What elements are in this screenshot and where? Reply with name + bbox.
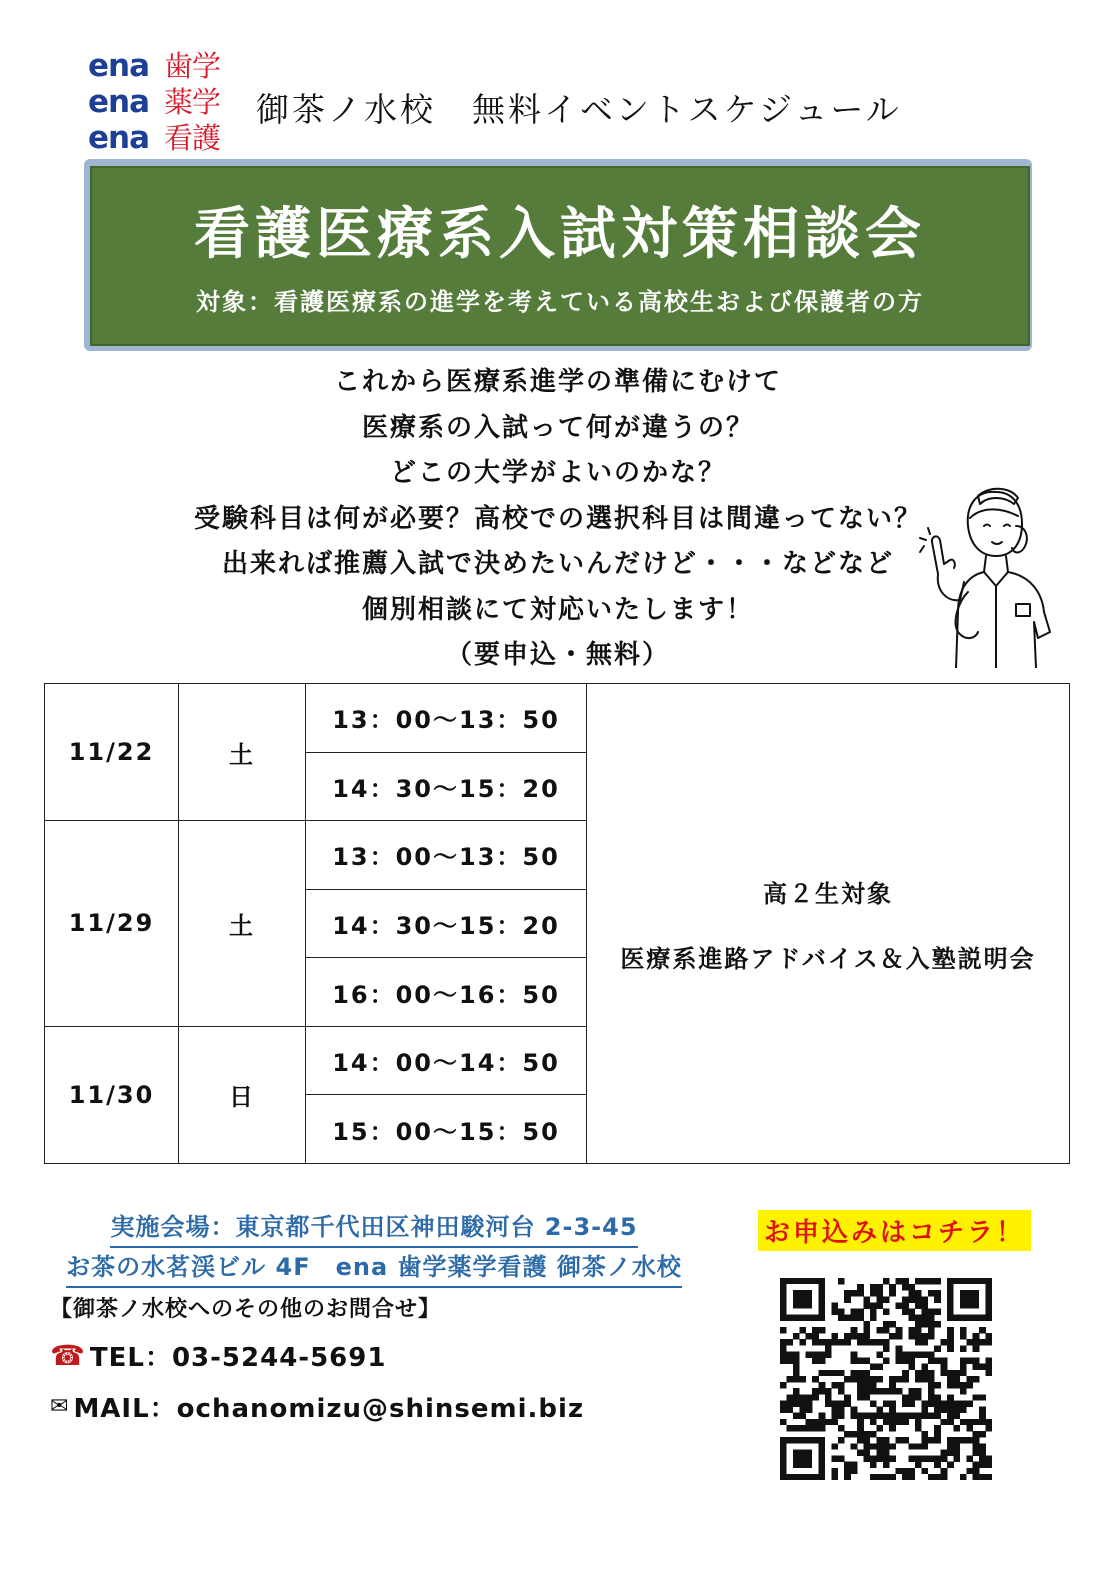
apply-label: お申込みはコチラ！ xyxy=(758,1210,1031,1251)
contact-info xyxy=(50,1292,584,1439)
intro-line: これから医療系進学の準備にむけて xyxy=(333,367,782,397)
venue-address[interactable]: 実施会場：東京都千代田区神田駿河台 2-3-45 xyxy=(110,1208,637,1248)
date-cell: 11/29 xyxy=(45,821,179,1027)
logo-brand: ena xyxy=(88,84,150,120)
event-target: 対象：看護医療系の進学を考えている高校生および保護者の方 xyxy=(196,288,924,316)
intro-line: 出来れば推薦入試で決めたいんだけど・・・などなど xyxy=(221,549,894,579)
logo-subject: 看護 xyxy=(164,121,221,155)
venue-info xyxy=(44,1208,704,1288)
logo-brand: ena xyxy=(88,48,150,84)
header-title: 御茶ノ水校 無料イベントスケジュール xyxy=(256,90,902,129)
time-cell: 13：00〜13：50 xyxy=(306,821,587,890)
event-title: 看護医療系入試対策相談会 xyxy=(194,202,926,267)
intro-line: 個別相談にて対応いたします！ xyxy=(361,594,754,625)
phone-icon: ☎ xyxy=(50,1339,86,1372)
day-cell: 土 xyxy=(179,684,306,821)
contact-heading: 【御茶ノ水校へのその他のお問合せ】 xyxy=(50,1297,442,1322)
intro-line: どこの大学がよいのかな？ xyxy=(389,458,726,488)
day-cell: 日 xyxy=(179,1026,306,1163)
day-cell: 土 xyxy=(179,821,306,1027)
contact-mail xyxy=(50,1388,584,1425)
time-cell: 16：00〜16：50 xyxy=(306,958,587,1027)
qr-code[interactable] xyxy=(780,1278,992,1480)
time-cell: 14：30〜15：20 xyxy=(306,889,587,958)
venue-building[interactable]: お茶の水茗渓ビル 4F ena 歯学薬学看護 御茶ノ水校 xyxy=(66,1248,682,1288)
note-cell xyxy=(587,684,1070,1164)
mail-text[interactable]: MAIL：ochanomizu@shinsemi.biz xyxy=(73,1394,585,1424)
mail-icon: ✉ xyxy=(50,1394,70,1419)
time-cell: 14：00〜14：50 xyxy=(306,1026,587,1095)
ena-logo xyxy=(88,48,234,158)
date-cell: 11/22 xyxy=(45,684,179,821)
time-cell: 13：00〜13：50 xyxy=(306,684,587,753)
note-description: 医療系進路アドバイス＆入塾説明会 xyxy=(620,944,1036,973)
logo-brand: ena xyxy=(88,120,150,156)
event-banner xyxy=(90,166,1030,346)
time-cell: 14：30〜15：20 xyxy=(306,752,587,821)
time-cell: 15：00〜15：50 xyxy=(306,1095,587,1164)
logo-subject: 歯学 xyxy=(164,49,221,83)
logo-subject: 薬学 xyxy=(164,85,221,119)
note-target: 高２生対象 xyxy=(763,879,893,908)
logo-row xyxy=(88,84,234,120)
contact-tel xyxy=(50,1337,584,1374)
tel-text[interactable]: TEL：03-5244-5691 xyxy=(89,1343,387,1373)
logo-row xyxy=(88,48,234,84)
schedule-table xyxy=(44,683,1070,1164)
intro-line: 医療系の入試って何が違うの？ xyxy=(361,412,754,443)
logo-row xyxy=(88,120,234,156)
date-cell: 11/30 xyxy=(45,1026,179,1163)
table-row xyxy=(45,684,1070,753)
nurse-pointing-icon xyxy=(918,482,1074,668)
intro-line: 受験科目は何が必要？高校での選択科目は間違ってない？ xyxy=(193,503,922,534)
intro-line: （要申込・無料） xyxy=(445,640,670,670)
